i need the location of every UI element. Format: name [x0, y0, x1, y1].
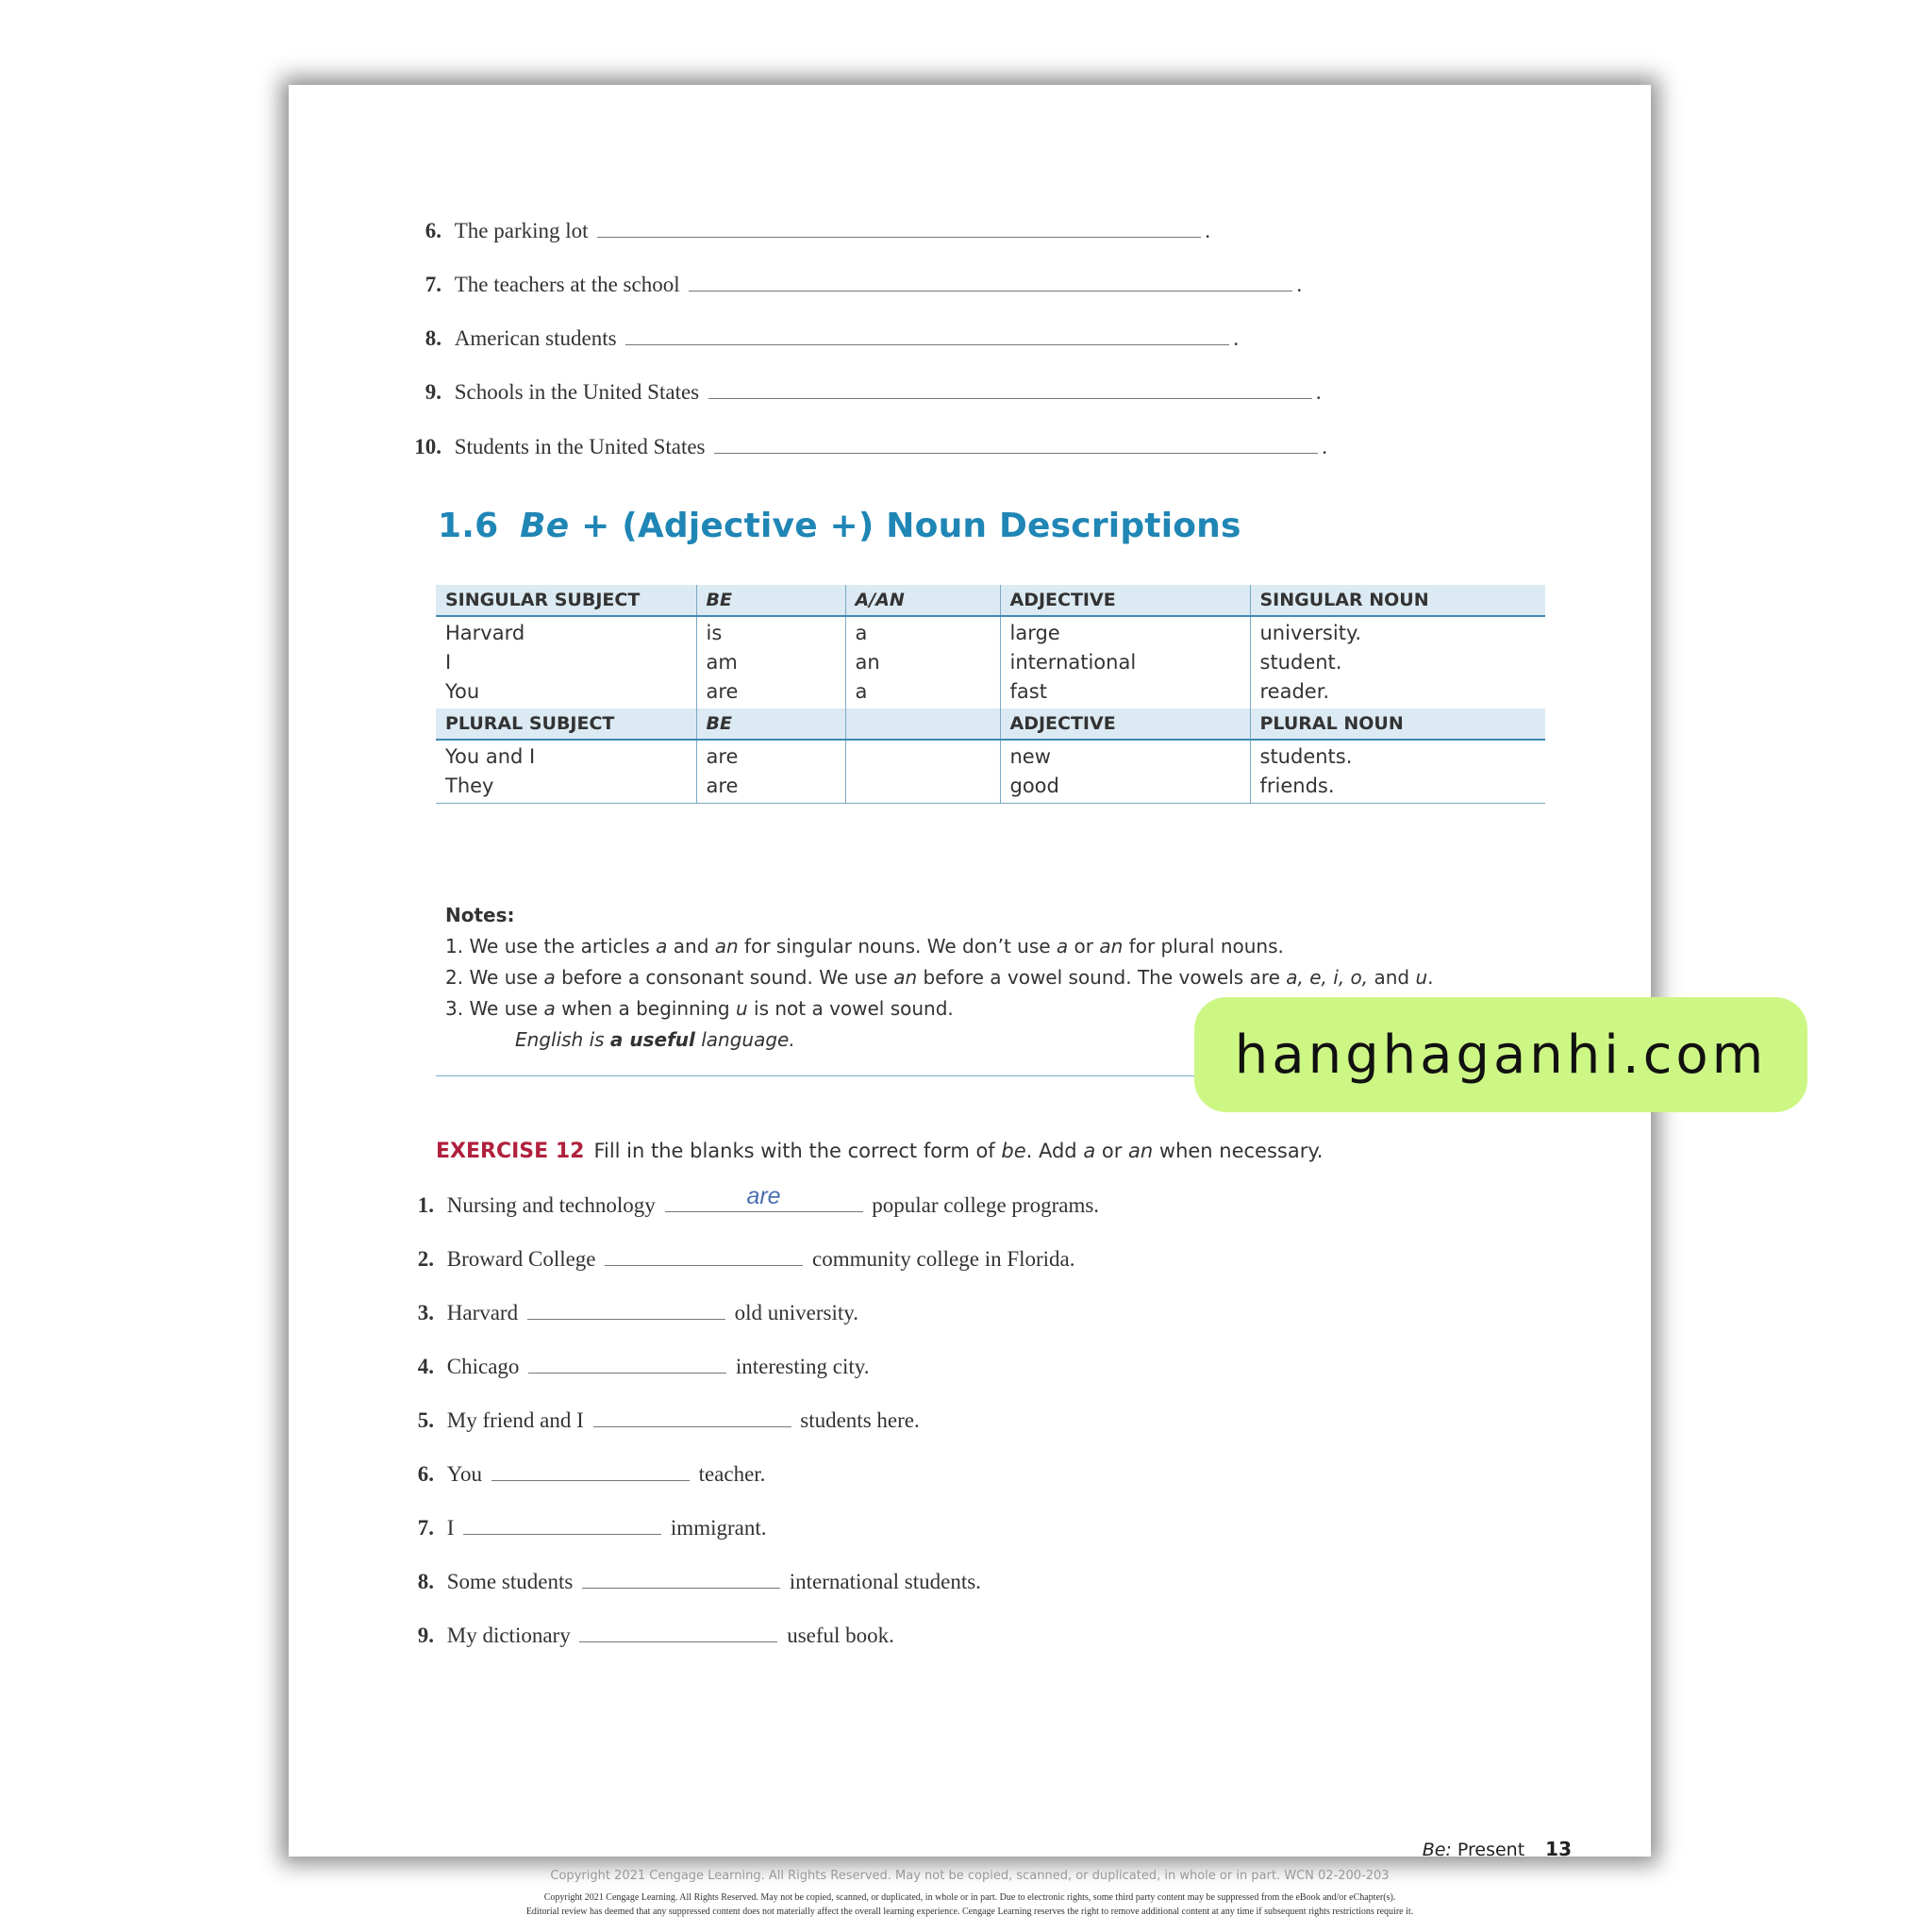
be-column [696, 740, 845, 804]
table-cell: am [706, 651, 738, 674]
answer-blank[interactable] [597, 220, 1201, 238]
item-before: You [446, 1462, 483, 1486]
top-exercise-item-9 [289, 379, 1651, 406]
top-exercise-item-6 [289, 218, 1651, 244]
top-exercise-item-7 [289, 272, 1651, 298]
table-cell: an [855, 651, 880, 674]
copyright-notice: Copyright 2021 Cengage Learning. All Rights Reserved. May not be copied, scanned, or duplicated, in whole or in part. WCN 02-200-203 [550, 1869, 1390, 1883]
be-column [696, 616, 845, 708]
end-period: . [1233, 326, 1240, 350]
page-number: 13 [1545, 1838, 1572, 1860]
exercise-item-6 [289, 1461, 1651, 1488]
item-prompt: The teachers at the school [454, 273, 680, 296]
item-after: interesting city. [735, 1355, 870, 1378]
grammar-chart [436, 585, 1545, 804]
item-number: 4. [417, 1355, 434, 1378]
page-footer [1423, 1838, 1572, 1860]
chapter-be: Be: [1422, 1840, 1452, 1860]
table-cell: are [706, 680, 739, 703]
header-cell [845, 708, 1000, 740]
item-after: immigrant. [670, 1516, 767, 1540]
table-cell: new [1009, 745, 1051, 768]
exercise-item-7 [289, 1515, 1651, 1541]
notes-heading: Notes: [445, 904, 515, 926]
item-number: 3. [417, 1301, 434, 1324]
header-cell: PLURAL NOUN [1250, 708, 1545, 740]
table-cell: friends. [1259, 774, 1335, 797]
header-cell: BE [696, 585, 845, 616]
table-cell: They [445, 774, 494, 797]
answer-blank[interactable] [528, 1356, 726, 1374]
item-after: useful book. [787, 1624, 894, 1647]
answer-blank[interactable] [605, 1248, 803, 1266]
header-cell: SINGULAR SUBJECT [436, 585, 696, 616]
item-number: 7. [425, 273, 441, 296]
item-after: community college in Florida. [812, 1247, 1075, 1271]
handwritten-answer: are [746, 1183, 781, 1209]
textbook-page [289, 85, 1768, 1917]
table-cell: You [445, 680, 480, 703]
section-title [438, 507, 1241, 545]
item-before: Nursing and technology [446, 1193, 656, 1217]
item-before: Harvard [446, 1301, 519, 1324]
exercise-item-5 [289, 1407, 1651, 1434]
item-number: 9. [417, 1624, 434, 1647]
item-before: Broward College [446, 1247, 596, 1271]
note-3: 3. We use a when a beginning u is not a vowel sound. [445, 997, 954, 1020]
header-cell: SINGULAR NOUN [1250, 585, 1545, 616]
item-after: popular college programs. [872, 1193, 1100, 1217]
header-cell: BE [696, 708, 845, 740]
plural-rows [436, 740, 1545, 804]
table-cell: university. [1259, 622, 1362, 644]
table-cell: international [1009, 651, 1137, 674]
answer-blank[interactable] [579, 1624, 777, 1642]
table-cell: is [706, 622, 723, 644]
section-rest: + (Adjective +) Noun Descriptions [581, 507, 1241, 545]
answer-blank[interactable] [527, 1302, 725, 1320]
item-after: old university. [734, 1301, 858, 1324]
table-cell: student. [1259, 651, 1342, 674]
item-number: 6. [417, 1462, 434, 1486]
subject-column [436, 740, 696, 804]
item-number: 2. [417, 1247, 434, 1271]
plural-header-row [436, 708, 1545, 740]
header-cell: ADJECTIVE [1000, 708, 1250, 740]
note-1: 1. We use the articles a and an for singular nouns. We don’t use a or an for plural nouns. [445, 935, 1284, 958]
exercise-item-2 [289, 1246, 1651, 1273]
answer-blank[interactable] [708, 381, 1312, 399]
table-cell: fast [1009, 680, 1047, 703]
answer-blank[interactable] [491, 1463, 690, 1481]
item-prompt: Students in the United States [454, 435, 706, 458]
top-exercise-item-8 [289, 325, 1651, 352]
chapter-rest: Present [1451, 1840, 1525, 1860]
exercise-item-4 [289, 1354, 1651, 1380]
item-number: 6. [425, 219, 441, 242]
table-cell: large [1009, 622, 1060, 644]
item-number: 9. [425, 380, 441, 404]
top-exercise-item-10 [289, 434, 1651, 460]
section-be: Be [520, 507, 570, 545]
answer-blank[interactable] [463, 1517, 661, 1535]
item-before: My dictionary [446, 1624, 571, 1647]
item-before: I [446, 1516, 455, 1540]
article-column [845, 740, 1000, 804]
table-cell: good [1009, 774, 1059, 797]
exercise-heading [436, 1140, 1323, 1163]
exercise-item-8 [289, 1569, 1651, 1595]
answer-blank[interactable] [665, 1183, 863, 1212]
singular-rows [436, 616, 1545, 708]
exercise-item-3 [289, 1300, 1651, 1326]
table-cell: are [706, 774, 739, 797]
item-after: students here. [800, 1408, 920, 1432]
table-cell: reader. [1259, 680, 1330, 703]
item-number: 5. [417, 1408, 434, 1432]
fine-print-line: Editorial review has deemed that any suppressed content does not materially affect the overall learning experience. Cengage Learning reserves the right to remove additional content at any time if subsequent rights restrictions require it. [525, 1907, 1414, 1917]
note-example: English is a useful language. [515, 1028, 795, 1051]
item-after: international students. [789, 1570, 981, 1593]
adjective-column [1000, 740, 1250, 804]
exercise-item-9 [289, 1623, 1651, 1649]
noun-column [1250, 616, 1545, 708]
note-2: 2. We use a before a consonant sound. We use an before a vowel sound. The vowels are a, e, i, o, and u. [445, 966, 1434, 989]
item-number: 1. [417, 1193, 434, 1217]
article-column [845, 616, 1000, 708]
exercise-label: EXERCISE 12 [436, 1140, 585, 1163]
item-before: Some students [446, 1570, 574, 1593]
answer-blank[interactable] [593, 1409, 791, 1427]
item-before: My friend and I [446, 1408, 584, 1432]
adjective-column [1000, 616, 1250, 708]
answer-blank[interactable] [689, 274, 1292, 291]
answer-blank[interactable] [714, 436, 1318, 454]
table-cell: a [855, 680, 868, 703]
end-period: . [1296, 273, 1303, 296]
table-cell: a [855, 622, 868, 644]
item-number: 8. [425, 326, 441, 350]
item-number: 8. [417, 1570, 434, 1593]
exercise-instructions: Fill in the blanks with the correct form of be. Add a or an when necessary. [593, 1140, 1324, 1162]
table-cell: I [445, 651, 452, 674]
header-cell: A/AN [845, 585, 1000, 616]
copyright-fine-print [289, 1890, 1651, 1919]
header-cell: ADJECTIVE [1000, 585, 1250, 616]
item-prompt: Schools in the United States [454, 380, 700, 404]
answer-blank[interactable] [582, 1571, 780, 1589]
table-cell: students. [1259, 745, 1353, 768]
end-period: . [1205, 219, 1211, 242]
answer-blank[interactable] [625, 327, 1229, 345]
subject-column [436, 616, 696, 708]
fine-print-line: Copyright 2021 Cengage Learning. All Rights Reserved. May not be copied, scanned, or duplicated, in whole or in part. Due to electronic rights, some third party content may be suppressed from the eBook and/or eChapter(s). [543, 1892, 1396, 1903]
item-prompt: American students [454, 326, 617, 350]
table-cell: are [706, 745, 739, 768]
end-period: . [1315, 380, 1322, 404]
table-cell: You and I [445, 745, 536, 768]
header-cell: PLURAL SUBJECT [436, 708, 696, 740]
item-prompt: The parking lot [454, 219, 589, 242]
singular-header-row [436, 585, 1545, 616]
table-cell: Harvard [445, 622, 525, 644]
section-number: 1.6 [438, 507, 499, 545]
end-period: . [1322, 435, 1328, 458]
item-before: Chicago [446, 1355, 520, 1378]
item-number: 7. [417, 1516, 434, 1540]
noun-column [1250, 740, 1545, 804]
item-after: teacher. [698, 1462, 766, 1486]
watermark-banner: hanghaganhi.com [1194, 997, 1807, 1112]
exercise-item-1 [289, 1183, 1651, 1219]
item-number: 10. [414, 435, 441, 458]
